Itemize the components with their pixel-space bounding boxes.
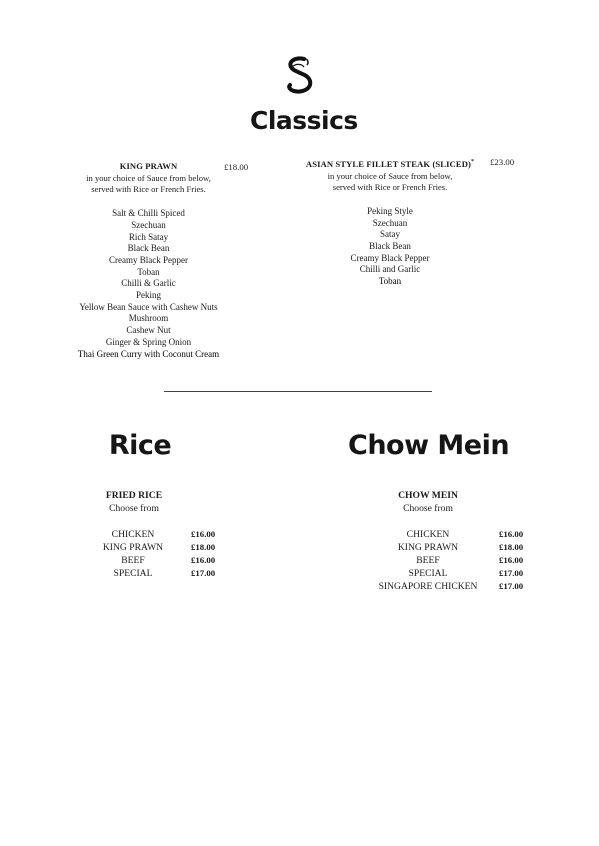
sauce-item: Yellow Bean Sauce with Cashew Nuts — [79, 301, 218, 312]
menu-price: £17.00 — [191, 568, 216, 578]
menu-price: £17.00 — [499, 581, 524, 591]
dish-description: served with Rice or French Fries. — [332, 182, 448, 193]
menu-item: KING PRAWN — [102, 542, 164, 553]
sauce-item: Peking — [135, 290, 161, 301]
sauce-item: Peking Style — [367, 205, 413, 216]
choose-from-label: Choose from — [403, 503, 453, 514]
menu-item: KING PRAWN — [397, 542, 459, 553]
sauce-item: Szechuan — [131, 219, 166, 230]
dish-name: ASIAN STYLE FILLET STEAK (SLICED) — [305, 158, 471, 169]
menu-price: £18.00 — [499, 542, 524, 552]
menu-price: £16.00 — [191, 555, 216, 565]
chow-mein-heading — [380, 489, 476, 515]
rice-title: Rice — [108, 430, 172, 461]
sauce-item: Toban — [378, 276, 402, 287]
menu-price: £16.00 — [499, 555, 524, 565]
menu-price: £16.00 — [499, 529, 524, 539]
sauce-item: Creamy Black Pepper — [350, 252, 430, 263]
sauce-item: Satay — [380, 229, 400, 240]
dish-description: in your choice of Sauce from below, — [86, 172, 211, 183]
fried-rice-heading — [90, 489, 178, 515]
ornamental-s-icon — [282, 55, 318, 95]
menu-item: BEEF — [121, 555, 145, 566]
menu-item: SINGAPORE CHICKEN — [378, 581, 478, 592]
king-prawn-section — [70, 161, 227, 360]
chow-mein-title: Chow Mein — [348, 430, 510, 461]
sauce-item: Creamy Black Pepper — [109, 254, 188, 265]
sauce-item: Thai Green Curry with Coconut Cream — [77, 348, 220, 359]
menu-item: SPECIAL — [113, 568, 153, 579]
sauce-item: Cashew Nut — [126, 325, 171, 336]
dish-name: FRIED RICE — [105, 490, 163, 501]
fillet-steak-section — [300, 157, 480, 288]
dish-price: £23.00 — [490, 157, 515, 167]
sauce-item: Mushroom — [128, 313, 169, 324]
sauce-item: Black Bean — [369, 241, 411, 252]
menu-item: SPECIAL — [408, 568, 448, 579]
dish-name: KING PRAWN — [119, 161, 178, 171]
menu-price: £16.00 — [191, 529, 216, 539]
dish-name: CHOW MEIN — [398, 490, 458, 501]
dish-note-mark: * — [470, 159, 475, 165]
sauce-item: Chilli & Garlic — [121, 278, 176, 289]
sauce-item: Rich Satay — [128, 231, 169, 242]
sauce-item: Ginger & Spring Onion — [105, 336, 192, 347]
choose-from-label: Choose from — [109, 503, 159, 514]
section-divider — [164, 391, 432, 392]
sauce-item: Chilli and Garlic — [359, 264, 421, 275]
menu-price: £18.00 — [191, 542, 216, 552]
dish-description: in your choice of Sauce from below, — [327, 170, 453, 181]
dish-description: served with Rice or French Fries. — [91, 184, 206, 195]
sauce-item: Toban — [137, 266, 160, 277]
menu-price: £17.00 — [499, 568, 524, 578]
menu-item: CHICKEN — [111, 529, 155, 540]
sauce-item: Szechuan — [372, 217, 408, 228]
sauce-item: Black Bean — [127, 243, 170, 254]
classics-title: Classics — [250, 106, 358, 135]
dish-price: £18.00 — [224, 162, 249, 172]
menu-item: BEEF — [416, 555, 440, 566]
sauce-item: Salt & Chilli Spiced — [112, 208, 185, 219]
menu-item: CHICKEN — [406, 529, 450, 540]
